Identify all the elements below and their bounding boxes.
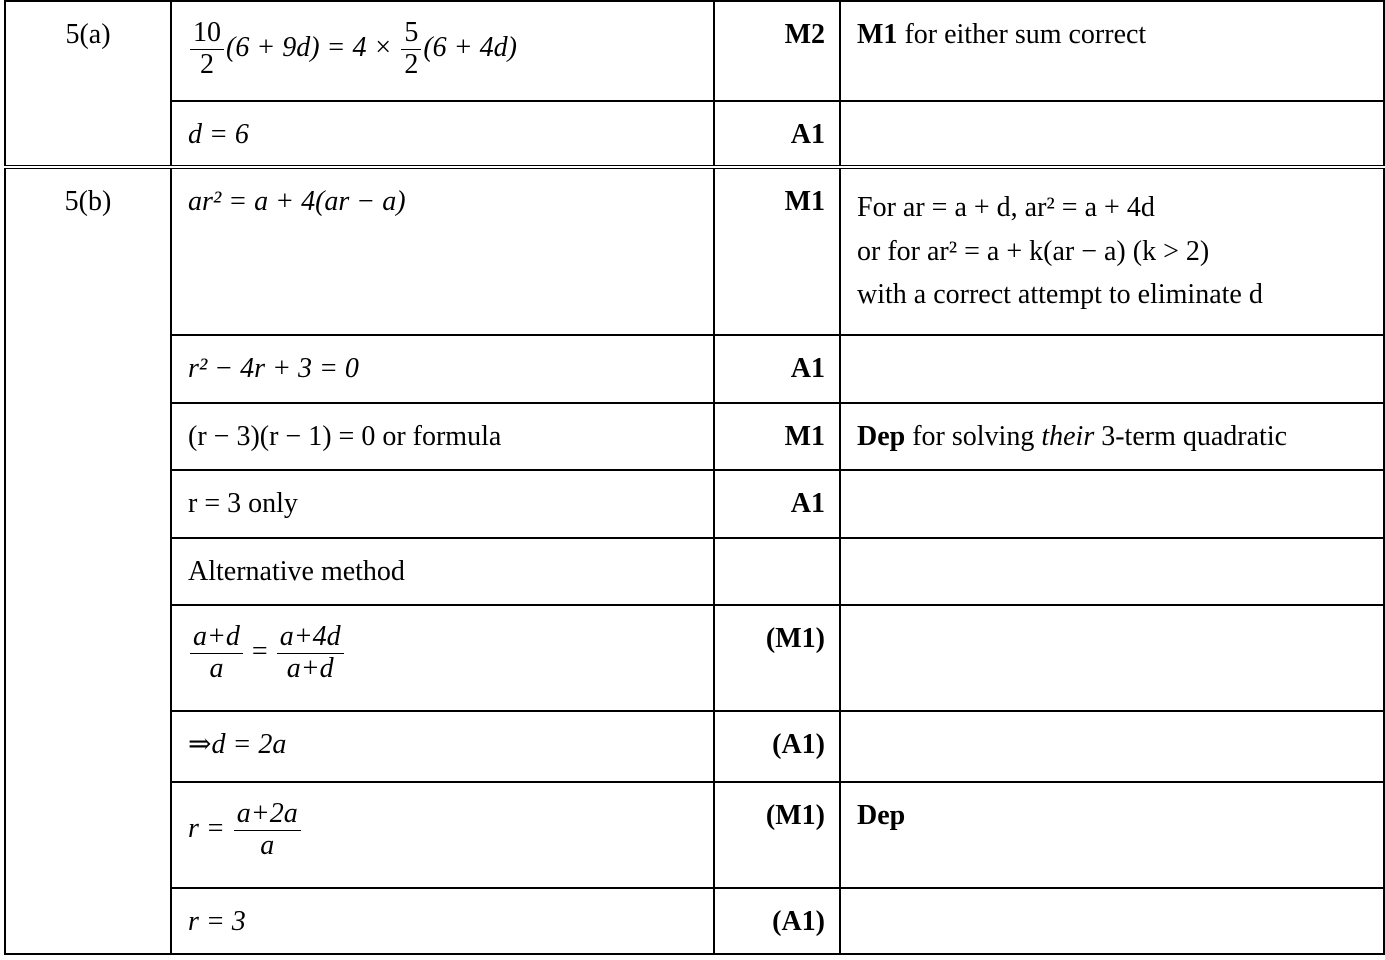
equation-text: (6 + 9d) = 4 × xyxy=(226,31,400,63)
mark-cell: M1 xyxy=(714,167,840,335)
table-row xyxy=(5,167,1384,335)
comment-cell xyxy=(840,711,1384,782)
comment-cell xyxy=(840,470,1384,538)
question-number: 5(b) xyxy=(64,186,112,217)
mark-cell: A1 xyxy=(714,101,840,167)
working-cell: d = 6 xyxy=(171,101,714,167)
comment-cell: Dep for solving their 3-term quadratic xyxy=(840,403,1384,470)
working-cell: r = 3 only xyxy=(171,470,714,538)
fraction: $\frac{5}{2}$ xyxy=(401,18,421,81)
table-row xyxy=(5,335,1384,403)
table-row xyxy=(5,888,1384,954)
table-row xyxy=(5,538,1384,605)
table-row xyxy=(5,782,1384,888)
question-number: 5(a) xyxy=(65,19,111,50)
fraction: $\frac{10}{2}$ xyxy=(190,18,224,81)
table-row xyxy=(5,101,1384,167)
mark-cell: (A1) xyxy=(714,711,840,782)
question-number-cell xyxy=(5,1,171,167)
comment-cell xyxy=(840,167,1384,335)
equation-text: r = xyxy=(188,812,232,844)
equals-sign: = xyxy=(251,635,268,667)
mark-cell: (A1) xyxy=(714,888,840,954)
mark-cell xyxy=(714,538,840,605)
working-cell: ar² = a + 4(ar − a) xyxy=(171,167,714,335)
working-cell: r = 3 xyxy=(171,888,714,954)
comment-cell xyxy=(840,101,1384,167)
mark-cell: M2 xyxy=(714,1,840,101)
table-row xyxy=(5,470,1384,538)
table-row xyxy=(5,1,1384,101)
comment-cell xyxy=(840,538,1384,605)
comment-line: with a correct attempt to eliminate d xyxy=(857,279,1263,311)
equation-text: (6 + 4d) xyxy=(423,31,517,63)
fraction: $\frac{a+2a}{a}$ xyxy=(234,799,301,862)
working-cell xyxy=(171,782,714,888)
working-cell xyxy=(171,1,714,101)
comment-cell xyxy=(840,888,1384,954)
mark-scheme-table xyxy=(4,0,1385,955)
question-number-cell xyxy=(5,167,171,954)
equation xyxy=(188,17,517,80)
comment-line: or for ar² = a + k(ar − a) (k > 2) xyxy=(857,235,1210,267)
working-cell: (r − 3)(r − 1) = 0 or formula xyxy=(171,403,714,470)
equation xyxy=(188,621,346,684)
working-cell: Alternative method xyxy=(171,538,714,605)
comment-cell: Dep xyxy=(840,782,1384,888)
comment-cell xyxy=(840,605,1384,711)
table-row xyxy=(5,605,1384,711)
mark-cell: A1 xyxy=(714,470,840,538)
working-cell: r² − 4r + 3 = 0 xyxy=(171,335,714,403)
fraction: $\frac{a+d}{a}$ xyxy=(190,622,243,685)
working-cell xyxy=(171,605,714,711)
table-row xyxy=(5,403,1384,470)
mark-cell: (M1) xyxy=(714,782,840,888)
mark-cell: (M1) xyxy=(714,605,840,711)
equation xyxy=(188,798,303,861)
comment-cell xyxy=(840,335,1384,403)
mark-cell: M1 xyxy=(714,403,840,470)
table-row xyxy=(5,711,1384,782)
comment-cell: M1 for either sum correct xyxy=(840,1,1384,101)
fraction: $\frac{a+4d}{a+d}$ xyxy=(277,622,344,685)
comment-line: For ar = a + d, ar² = a + 4d xyxy=(857,192,1155,223)
working-cell: ⇒d = 2a xyxy=(171,711,714,782)
mark-cell: A1 xyxy=(714,335,840,403)
